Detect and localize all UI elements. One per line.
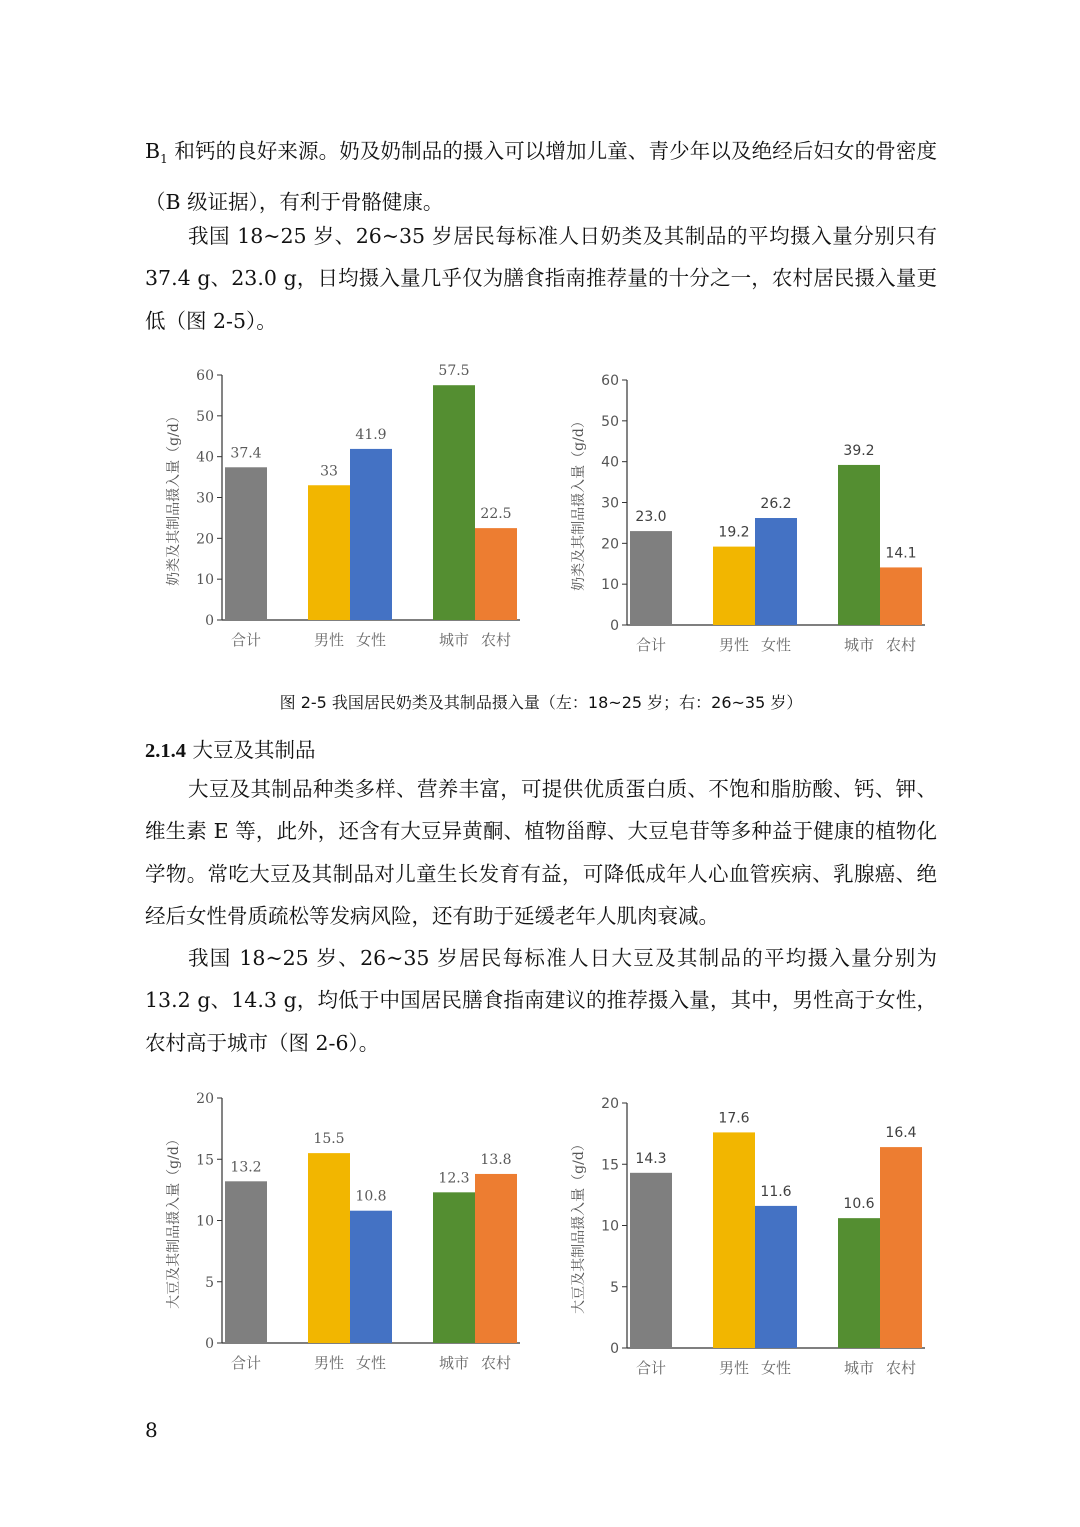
data-label-total: 37.4 bbox=[230, 445, 262, 462]
bar-male bbox=[308, 1153, 350, 1343]
x-category-label: 女性 bbox=[355, 1354, 387, 1372]
bar-urban bbox=[838, 1218, 880, 1348]
data-label-urban: 57.5 bbox=[438, 363, 470, 380]
y-tick-label: 10 bbox=[196, 1213, 214, 1230]
data-label-rural: 13.8 bbox=[480, 1151, 512, 1168]
paragraph-text: 和钙的良好来源。奶及奶制品的摄入可以增加儿童、青少年以及绝经后妇女的骨密度（B 级证据），有利于骨骼健康。 bbox=[145, 139, 937, 214]
x-category-label: 男性 bbox=[718, 636, 750, 654]
data-label-male: 17.6 bbox=[718, 1110, 750, 1127]
section-title: 大豆及其制品 bbox=[192, 738, 316, 762]
x-category-label: 城市 bbox=[843, 636, 875, 654]
bar-urban bbox=[433, 1192, 475, 1343]
y-tick-label: 20 bbox=[601, 1096, 619, 1112]
x-category-label: 农村 bbox=[885, 1359, 917, 1377]
x-category-label: 男性 bbox=[718, 1359, 750, 1377]
bar-total bbox=[225, 467, 267, 620]
data-label-urban: 39.2 bbox=[843, 442, 875, 459]
y-tick-label: 5 bbox=[610, 1279, 619, 1296]
bar-total bbox=[630, 1173, 672, 1348]
bar-male bbox=[713, 547, 755, 625]
x-category-label: 农村 bbox=[480, 631, 512, 649]
paragraph-soy-nutrition bbox=[145, 768, 937, 938]
bar-urban bbox=[838, 465, 880, 625]
y-tick-label: 0 bbox=[205, 613, 214, 629]
x-category-label: 女性 bbox=[760, 636, 792, 654]
milk-chart-26-35 bbox=[555, 360, 935, 665]
bar-female bbox=[350, 449, 392, 620]
y-tick-label: 40 bbox=[601, 454, 619, 471]
paragraph-calcium-source bbox=[145, 130, 937, 223]
y-tick-label: 60 bbox=[196, 368, 214, 384]
x-category-label: 城市 bbox=[438, 1354, 470, 1372]
data-label-male: 19.2 bbox=[718, 524, 750, 541]
y-tick-label: 30 bbox=[196, 490, 214, 507]
data-label-female: 10.8 bbox=[355, 1188, 387, 1205]
x-category-label: 女性 bbox=[355, 631, 387, 649]
y-tick-label: 20 bbox=[601, 536, 619, 553]
data-label-total: 13.2 bbox=[230, 1159, 262, 1176]
bar-male bbox=[713, 1132, 755, 1348]
y-tick-label: 50 bbox=[601, 413, 619, 430]
data-label-total: 23.0 bbox=[635, 509, 667, 526]
bar-rural bbox=[880, 1147, 922, 1348]
bar-rural bbox=[475, 528, 517, 620]
y-tick-label: 30 bbox=[601, 495, 619, 512]
soy-chart-26-35 bbox=[555, 1083, 935, 1388]
y-tick-label: 0 bbox=[610, 1341, 619, 1357]
bar-total bbox=[630, 531, 672, 625]
y-axis-title: 奶类及其制品摄入量（g/d） bbox=[571, 414, 587, 591]
section-number: 2.1.4 bbox=[145, 740, 186, 762]
y-tick-label: 20 bbox=[196, 1091, 214, 1107]
x-category-label: 合计 bbox=[635, 636, 667, 654]
y-tick-label: 20 bbox=[196, 531, 214, 548]
paragraph-text: 我国 18~25 岁、26~35 岁居民每标准人日奶类及其制品的平均摄入量分别只有 37.4 g、23.0 g，日均摄入量几乎仅为膳食指南推荐量的十分之一，农村居民摄入量更低（图 2-5）。 bbox=[145, 224, 937, 333]
subscript-1: 1 bbox=[160, 152, 168, 167]
paragraph-milk-intake bbox=[145, 215, 937, 342]
y-tick-label: 0 bbox=[610, 618, 619, 634]
y-tick-label: 10 bbox=[196, 572, 214, 589]
x-category-label: 合计 bbox=[635, 1359, 667, 1377]
data-label-urban: 10.6 bbox=[843, 1196, 875, 1213]
y-tick-label: 60 bbox=[601, 373, 619, 389]
data-label-female: 11.6 bbox=[760, 1183, 792, 1200]
bar-rural bbox=[880, 567, 922, 625]
data-label-urban: 12.3 bbox=[438, 1170, 470, 1187]
bar-male bbox=[308, 485, 350, 620]
bar-total bbox=[225, 1181, 267, 1343]
x-category-label: 女性 bbox=[760, 1359, 792, 1377]
section-heading bbox=[145, 733, 316, 763]
data-label-rural: 14.1 bbox=[885, 545, 917, 562]
y-tick-label: 50 bbox=[196, 408, 214, 425]
y-tick-label: 10 bbox=[601, 577, 619, 594]
x-category-label: 农村 bbox=[885, 636, 917, 654]
y-tick-label: 5 bbox=[205, 1274, 214, 1291]
data-label-male: 33 bbox=[320, 463, 338, 480]
y-tick-label: 40 bbox=[196, 449, 214, 466]
paragraph-text: 大豆及其制品种类多样、营养丰富，可提供优质蛋白质、不饱和脂肪酸、钙、钾、维生素 E 等，此外，还含有大豆异黄酮、植物甾醇、大豆皂苷等多种益于健康的植物化学物。常吃大豆及其制品对儿童生长发育有益，可降低成年人心血管疾病、乳腺癌、绝经后女性骨质疏松等发病风险，还有助于延缓老年人肌肉衰减。 bbox=[145, 777, 937, 929]
data-label-total: 14.3 bbox=[635, 1150, 667, 1167]
y-tick-label: 15 bbox=[601, 1157, 619, 1174]
x-category-label: 合计 bbox=[230, 631, 262, 649]
bar-rural bbox=[475, 1174, 517, 1343]
bar-female bbox=[350, 1211, 392, 1343]
y-axis-title: 大豆及其制品摄入量（g/d） bbox=[166, 1132, 182, 1309]
data-label-rural: 22.5 bbox=[480, 506, 512, 523]
data-label-male: 15.5 bbox=[313, 1131, 345, 1148]
page-number: 8 bbox=[145, 1418, 158, 1442]
data-label-rural: 16.4 bbox=[885, 1125, 917, 1142]
paragraph-soy-intake bbox=[145, 937, 937, 1064]
data-label-female: 41.9 bbox=[355, 426, 387, 443]
milk-chart-18-25 bbox=[150, 355, 530, 660]
x-category-label: 合计 bbox=[230, 1354, 262, 1372]
y-tick-label: 10 bbox=[601, 1218, 619, 1235]
x-category-label: 农村 bbox=[480, 1354, 512, 1372]
data-label-female: 26.2 bbox=[760, 496, 792, 513]
figure-caption-2-5: 图 2-5 我国居民奶类及其制品摄入量（左：18~25 岁；右：26~35 岁） bbox=[279, 693, 803, 712]
y-tick-label: 0 bbox=[205, 1336, 214, 1352]
x-category-label: 男性 bbox=[313, 631, 345, 649]
paragraph-text: 我国 18~25 岁、26~35 岁居民每标准人日大豆及其制品的平均摄入量分别为 13.2 g、14.3 g，均低于中国居民膳食指南建议的推荐摄入量，其中，男性高于女性，农村高于城市（图 2-6）。 bbox=[145, 946, 937, 1055]
soy-chart-18-25 bbox=[150, 1078, 530, 1383]
x-category-label: 男性 bbox=[313, 1354, 345, 1372]
y-tick-label: 15 bbox=[196, 1152, 214, 1169]
y-axis-title: 大豆及其制品摄入量（g/d） bbox=[571, 1137, 587, 1314]
bar-female bbox=[755, 1206, 797, 1348]
x-category-label: 城市 bbox=[843, 1359, 875, 1377]
text-b: B bbox=[145, 139, 161, 163]
bar-female bbox=[755, 518, 797, 625]
y-axis-title: 奶类及其制品摄入量（g/d） bbox=[166, 409, 182, 586]
bar-urban bbox=[433, 385, 475, 620]
x-category-label: 城市 bbox=[438, 631, 470, 649]
